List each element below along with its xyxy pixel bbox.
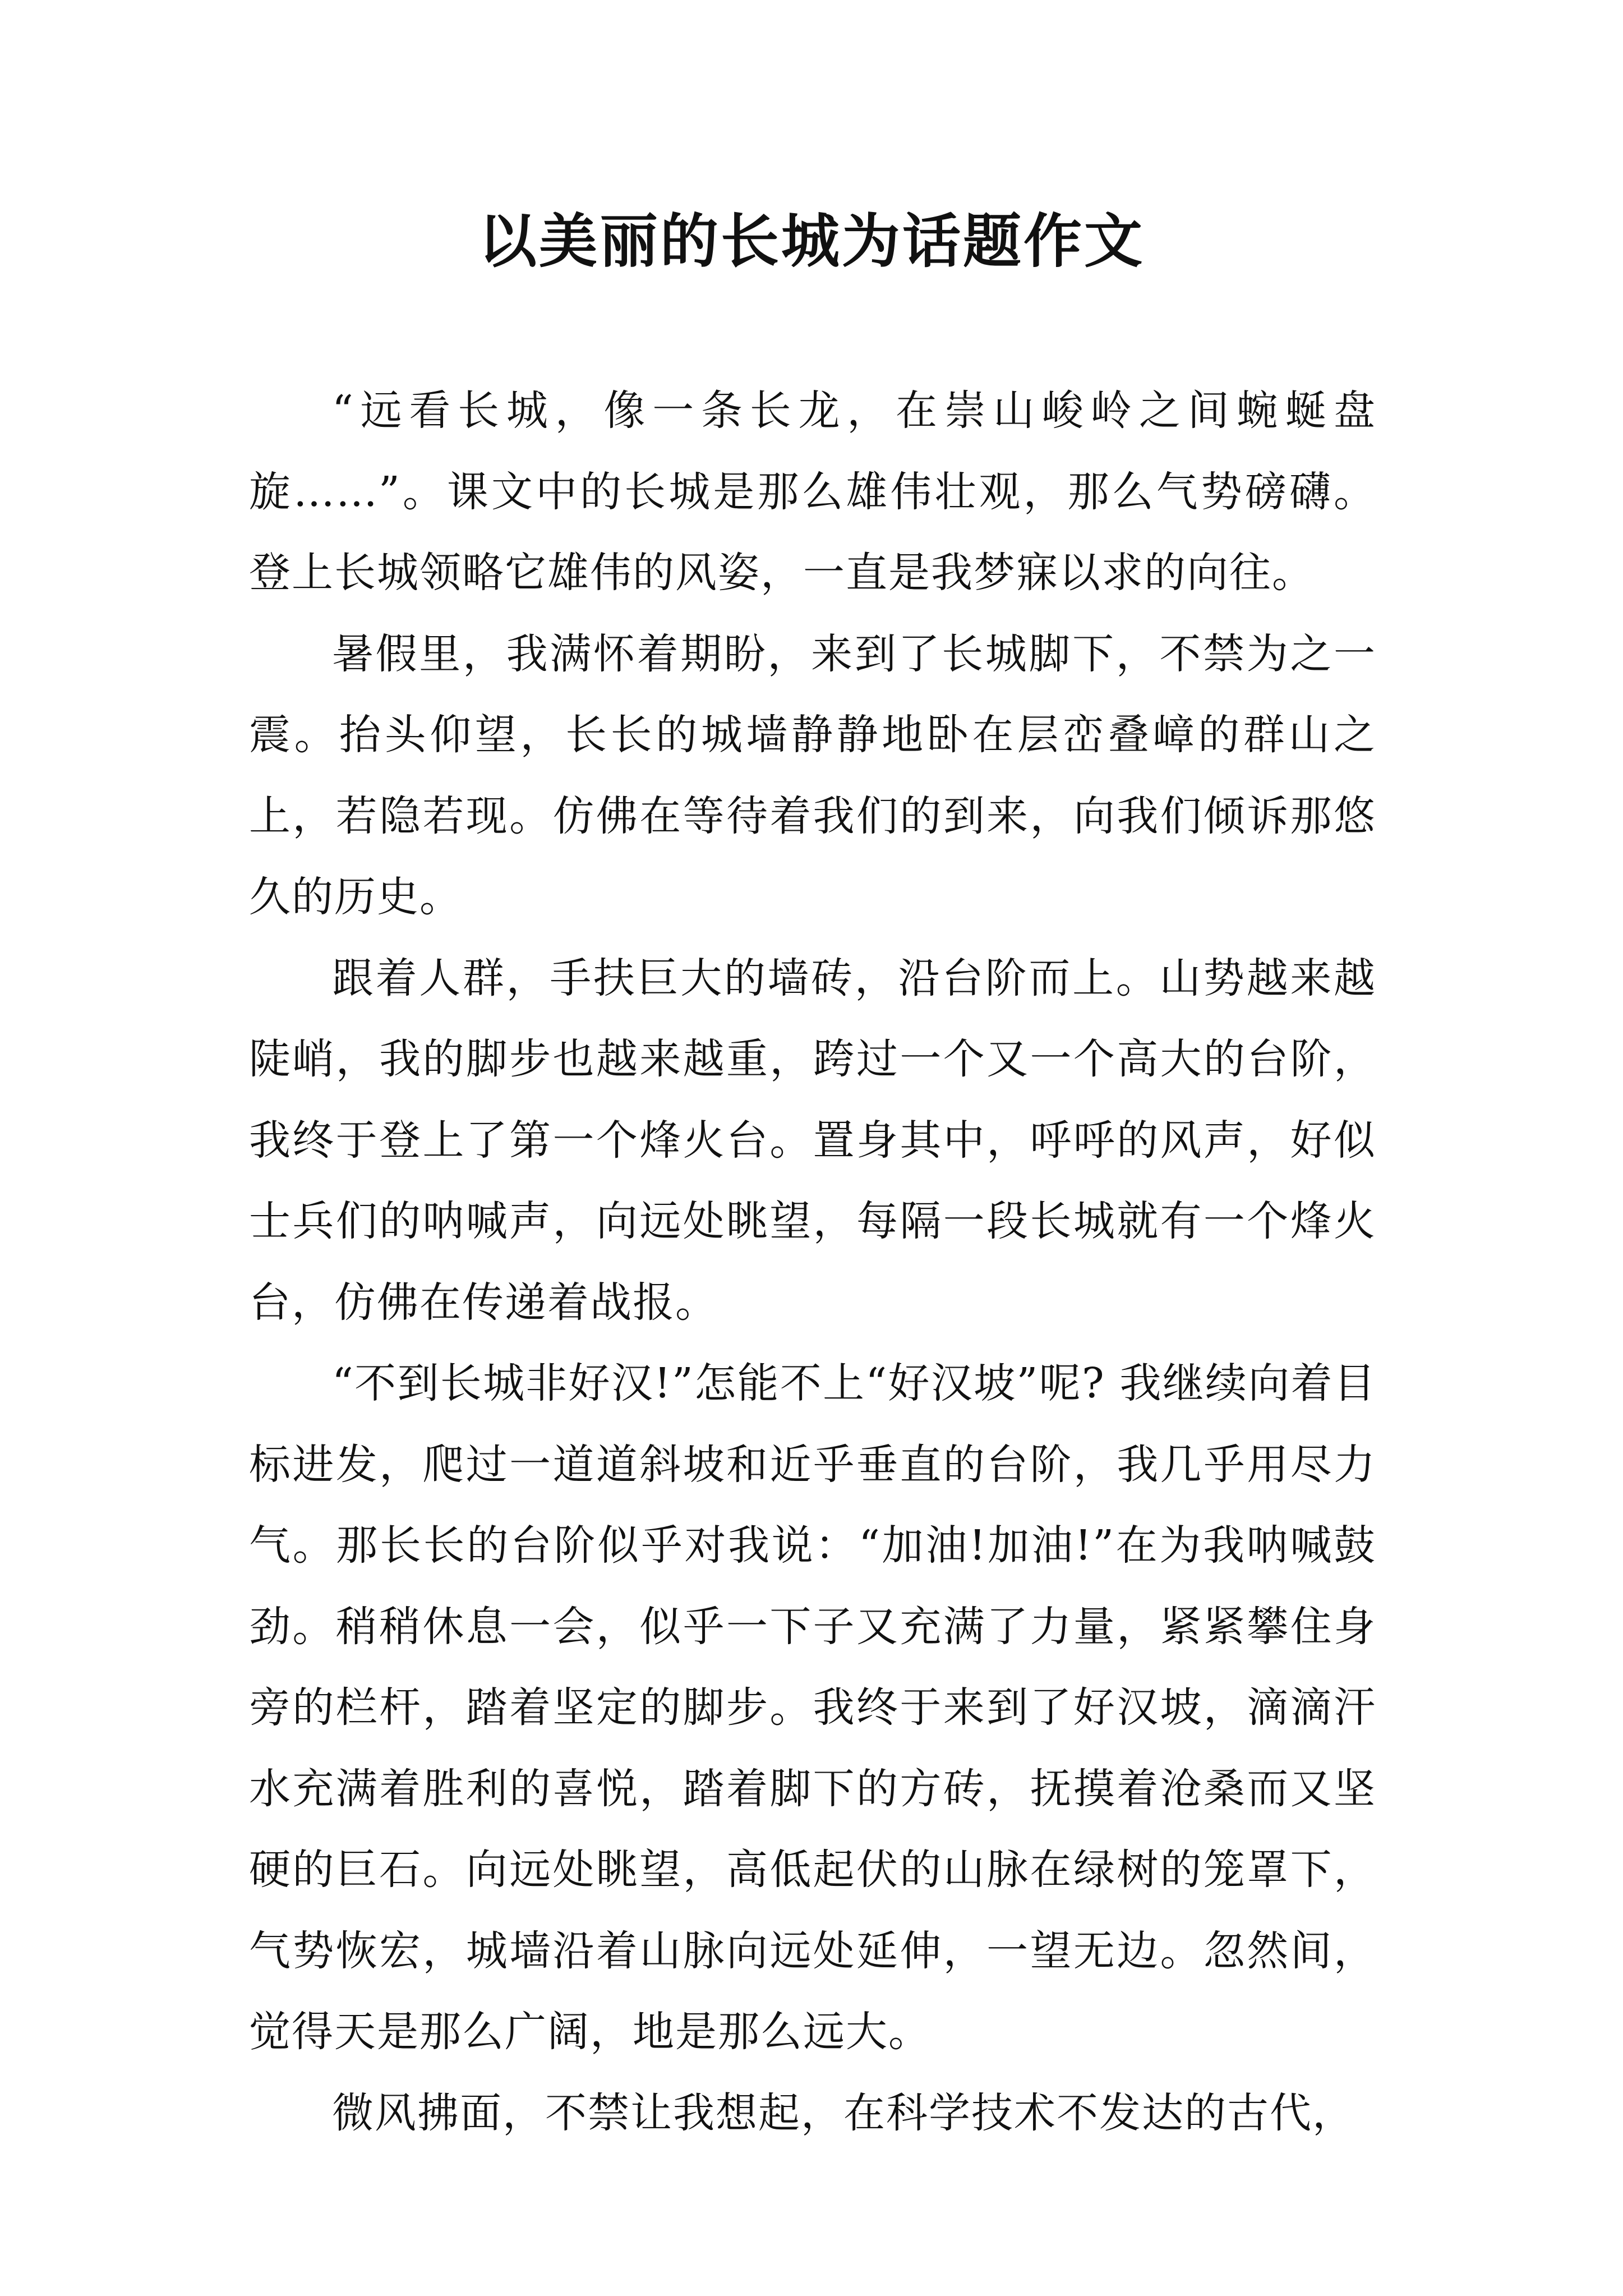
- paragraph-3: 跟着人群，手扶巨大的墙砖，沿台阶而上。山势越来越陡峭，我的脚步也越来越重，跨过一个又一个高大的台阶，我终于登上了第一个烽火台。置身其中，呼呼的风声，好似士兵们的呐喊声，向远处眺望，每隔一段长城就有一个烽火台，仿佛在传递着战报。: [249, 954, 1376, 1327]
- paragraph-4: “不到长城非好汉!”怎能不上“好汉坡”呢? 我继续向着目标进发，爬过一道道斜坡和近乎垂直的台阶，我几乎用尽力气。那长长的台阶似乎对我说：“加油!加油!”在为我呐喊鼓劲。稍稍休息一会，似乎一下子又充满了力量，紧紧攀住身旁的栏杆，踏着坚定的脚步。我终于来到了好汉坡，滴滴汗水充满着胜利的喜悦，踏着脚下的方砖，抚摸着沧桑而又坚硬的巨石。向远处眺望，高低起伏的山脉在绿树的笼罩下，气势恢宏，城墙沿着山脉向远处延伸，一望无边。忽然间，觉得天是那么广阔，地是那么远大。: [249, 1359, 1376, 2056]
- paragraph-5: 微风拂面，不禁让我想起，在科学技术不发达的古代，: [332, 2088, 1355, 2137]
- document-body: [249, 370, 1376, 2154]
- paragraph-1: “远看长城，像一条长龙，在崇山峻岭之间蜿蜒盘旋……”。课文中的长城是那么雄伟壮观，那么气势磅礴。登上长城领略它雄伟的风姿，一直是我梦寐以求的向往。: [249, 386, 1376, 597]
- paragraph-2: 暑假里，我满怀着期盼，来到了长城脚下，不禁为之一震。抬头仰望，长长的城墙静静地卧在层峦叠嶂的群山之上，若隐若现。仿佛在等待着我们的到来，向我们倾诉那悠久的历史。: [249, 629, 1376, 921]
- document-title: 以美丽的长城为话题作文: [478, 206, 1145, 275]
